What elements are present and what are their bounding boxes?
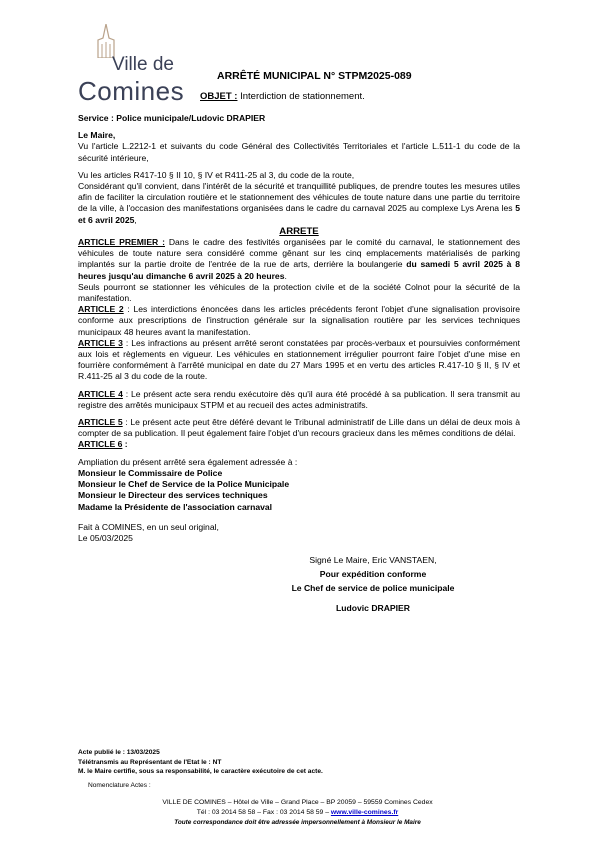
article-3	[78, 338, 520, 383]
destinataire-item: Monsieur le Commissaire de Police	[78, 467, 223, 478]
article-1-text: Dans le cadre des festivités organisées par le comité du carnaval, le stationnement des véhicules de toute nature sera considéré comme gênant sur les cinq emplacements matérialisés de parking implantés sur la partie droite de l'entrée de la rue de arts, derrière la boulangerie	[78, 237, 520, 270]
fait-line: Fait à COMINES, en un seul original,	[78, 521, 219, 532]
publication-line-2: Télétransmis au Représentant de l'Etat le : NT	[78, 758, 222, 766]
objet-text: Interdiction de stationnement.	[237, 91, 365, 102]
article-1	[78, 237, 520, 282]
article-5-label: ARTICLE 5	[78, 417, 123, 428]
destinataire-item: Madame la Présidente de l'association carnaval	[78, 501, 273, 512]
publication-block	[78, 748, 323, 777]
objet-line	[200, 91, 365, 102]
footer-address: VILLE DE COMINES – Hôtel de Ville – Grand Place – BP 20059 – 59559 Comines Cedex	[162, 799, 433, 806]
vu-paragraph-2: Vu les articles R417-10 § II 10, § IV et R411-25 al 3, du code de la route,	[78, 169, 355, 180]
article-6-text: :	[122, 439, 128, 450]
considerant-end: ,	[134, 214, 137, 225]
destinataire-item: Monsieur le Chef de Service de la Police Municipale	[78, 479, 290, 490]
article-2-text: : Les interdictions énoncées dans les articles précédents feront l'objet d'une signalisation provisoire conforme aux prescriptions de l'instruction générale sur la signalisation routière par les services techniques municipaux 48 heures avant la manifestation.	[78, 304, 520, 337]
considerant-paragraph	[78, 181, 520, 226]
nomenclature-line: Nomenclature Actes :	[88, 782, 151, 789]
ampliation-line: Ampliation du présent arrêté sera également adressée à :	[78, 456, 298, 467]
destinataire-item: Monsieur le Directeur des services techniques	[78, 490, 268, 501]
article-2-label: ARTICLE 2	[78, 304, 124, 315]
article-4-text: : Le présent acte sera rendu exécutoire dès qu'il aura été procédé à sa publication. Il sera transmit au registre des arrêtés municipaux STPM et au recueil des actes administratifs.	[78, 388, 521, 410]
signature-line-4: Ludovic DRAPIER	[335, 603, 410, 614]
considerant-text: Considérant qu'il convient, dans l'intérêt de la sécurité et tranquillité publiques, de prendre toutes les mesures utiles afin de faciliter la circulation routière et le stationnement des véhicules de toute nature dans une partie du territoire de la ville, à l'occasion des manifestations organisées dans le cadre du carnaval 2025 au complexe Lys Arena les	[78, 181, 520, 214]
vu-paragraph-1: Vu l'article L.2212-1 et suivants du code Général des Collectivités Territoriales et l'article L.511-1 du code de la sécurité intérieure,	[78, 141, 520, 163]
document-body	[78, 113, 520, 615]
signature-line-1: Signé Le Maire, Eric VANSTAEN,	[309, 555, 437, 566]
article-1-end: .	[284, 270, 287, 281]
signature-line-2: Pour expédition conforme	[319, 569, 427, 580]
article-1-label: ARTICLE PREMIER :	[78, 237, 165, 248]
article-4-label: ARTICLE 4	[78, 388, 123, 399]
website-link[interactable]: www.ville-comines.fr	[330, 809, 399, 816]
considerant-dates: 5 et 6 avril 2025	[78, 203, 520, 225]
publication-line-1: Acte publié le : 13/03/2025	[78, 749, 160, 756]
footer-contact	[0, 808, 595, 818]
logo-line1: Ville de	[112, 54, 174, 75]
date-line: Le 05/03/2025	[78, 532, 133, 543]
signature-block	[228, 553, 518, 615]
article-5-text: : Le présent acte peut être déféré devant le Tribunal administratif de Lille dans un délai de deux mois à compter de sa publication. Il peut également faire l'objet d'un recours gracieux dans les mêmes conditions de délai.	[78, 417, 521, 439]
signature-line-3: Le Chef de service de police municipale	[291, 583, 455, 594]
church-icon	[90, 24, 122, 58]
article-6-label: ARTICLE 6	[78, 439, 123, 450]
article-2	[78, 304, 520, 338]
article-3-text: : Les infractions au présent arrêté seront constatées par procès-verbaux et poursuivies conformément aux lois et règlements en vigueur. Les véhicules en stationnement irrégulier pourront faire l'objet d'une mise en fourrière conformément à l'arrêté municipal en date du 27 Mars 1995 et en vertu des articles R.417-10 § II, § IV et R.411-25 al 3 du code de la route.	[78, 337, 520, 382]
publication-line-3: M. le Maire certifie, sous sa responsabilité, le caractère exécutoire de cet acte.	[78, 768, 323, 776]
article-3-label: ARTICLE 3	[78, 337, 123, 348]
seuls-paragraph: Seuls pourront se stationner les véhicules de la protection civile et de la société Colnot pour la sécurité de la manifestation.	[78, 281, 520, 304]
article-1-dates: du samedi 5 avril 2025 à 8 heures jusqu'au dimanche 6 avril 2025 à 20 heures	[78, 259, 520, 281]
footer-phone: Tél : 03 2014 58 58 – Fax : 03 2014 58 59 –	[196, 809, 331, 816]
arrete-heading: ARRETE	[279, 225, 319, 237]
footer-note	[0, 818, 595, 828]
objet-label: OBJET :	[200, 91, 238, 102]
city-logo	[78, 24, 198, 106]
logo-line2: Comines	[78, 76, 185, 106]
service-line: Service : Police municipale/Ludovic DRAPIER	[78, 113, 266, 123]
footer-note-text: Toute correspondance doit être adressée impersonnellement à Monsieur le Maire	[174, 819, 421, 826]
maire-line: Le Maire,	[78, 130, 116, 141]
article-4	[78, 389, 520, 411]
page-footer	[0, 798, 595, 828]
article-5	[78, 417, 520, 439]
article-6	[78, 439, 520, 450]
page-title: ARRÊTÉ MUNICIPAL N° STPM2025-089	[217, 70, 412, 82]
